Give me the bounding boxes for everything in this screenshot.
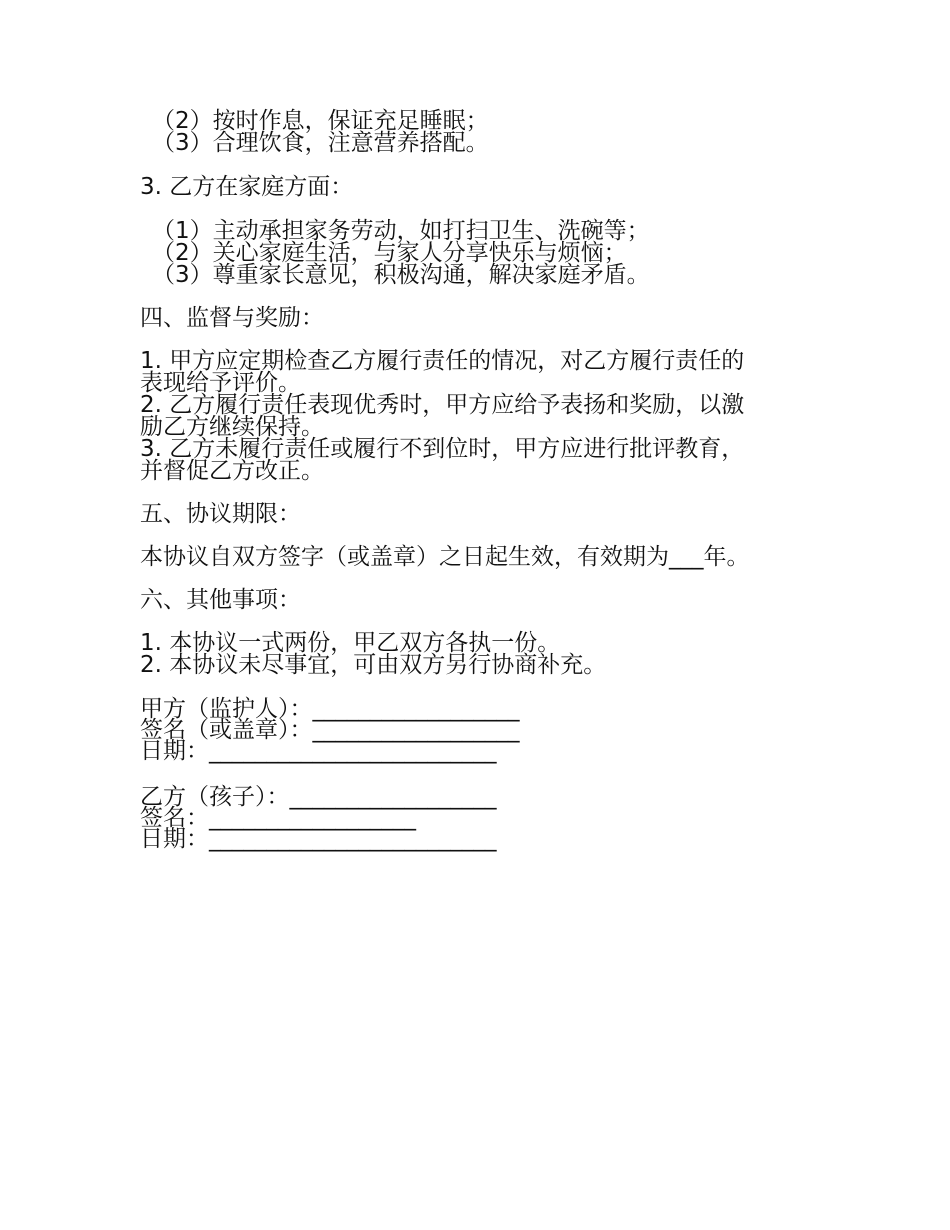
- supervision-line-2: 表现给予评价。: [140, 370, 301, 396]
- party-a-date-field: 日期：_________________________: [140, 738, 497, 764]
- party-b-child-field: 乙方（孩子）：__________________: [140, 784, 497, 810]
- party-a-signature-field: 签名（或盖章）：__________________: [140, 717, 520, 743]
- family-heading: 3. 乙方在家庭方面：: [140, 174, 354, 200]
- health-item-2: （2）按时作息，保证充足睡眠；: [152, 108, 489, 134]
- supervision-heading: 四、监督与奖励：: [140, 305, 324, 331]
- party-a-guardian-field: 甲方（监护人）：__________________: [140, 696, 520, 722]
- term-heading: 五、协议期限：: [140, 501, 301, 527]
- other-heading: 六、其他事项：: [140, 587, 301, 613]
- term-text: 本协议自双方签字（或盖章）之日起生效，有效期为___年。: [140, 544, 750, 570]
- family-item-3: （3）尊重家长意见，积极沟通，解决家庭矛盾。: [152, 262, 650, 288]
- supervision-line-5: 3. 乙方未履行责任或履行不到位时，甲方应进行批评教育，: [140, 436, 745, 462]
- other-line-1: 1. 本协议一式两份，甲乙双方各执一份。: [140, 630, 561, 656]
- family-item-2: （2）关心家庭生活，与家人分享快乐与烦恼；: [152, 240, 627, 266]
- supervision-line-4: 励乙方继续保持。: [140, 414, 324, 440]
- party-b-date-field: 日期：_________________________: [140, 826, 497, 852]
- supervision-line-1: 1. 甲方应定期检查乙方履行责任的情况，对乙方履行责任的: [140, 348, 745, 374]
- supervision-line-6: 并督促乙方改正。: [140, 458, 324, 484]
- other-line-2: 2. 本协议未尽事宜，可由双方另行协商补充。: [140, 652, 607, 678]
- supervision-line-3: 2. 乙方履行责任表现优秀时，甲方应给予表扬和奖励，以激: [140, 392, 745, 418]
- health-item-3: （3）合理饮食，注意营养搭配。: [152, 130, 489, 156]
- party-b-signature-field: 签名：__________________: [140, 805, 416, 831]
- family-item-1: （1）主动承担家务劳动，如打扫卫生、洗碗等；: [152, 218, 650, 244]
